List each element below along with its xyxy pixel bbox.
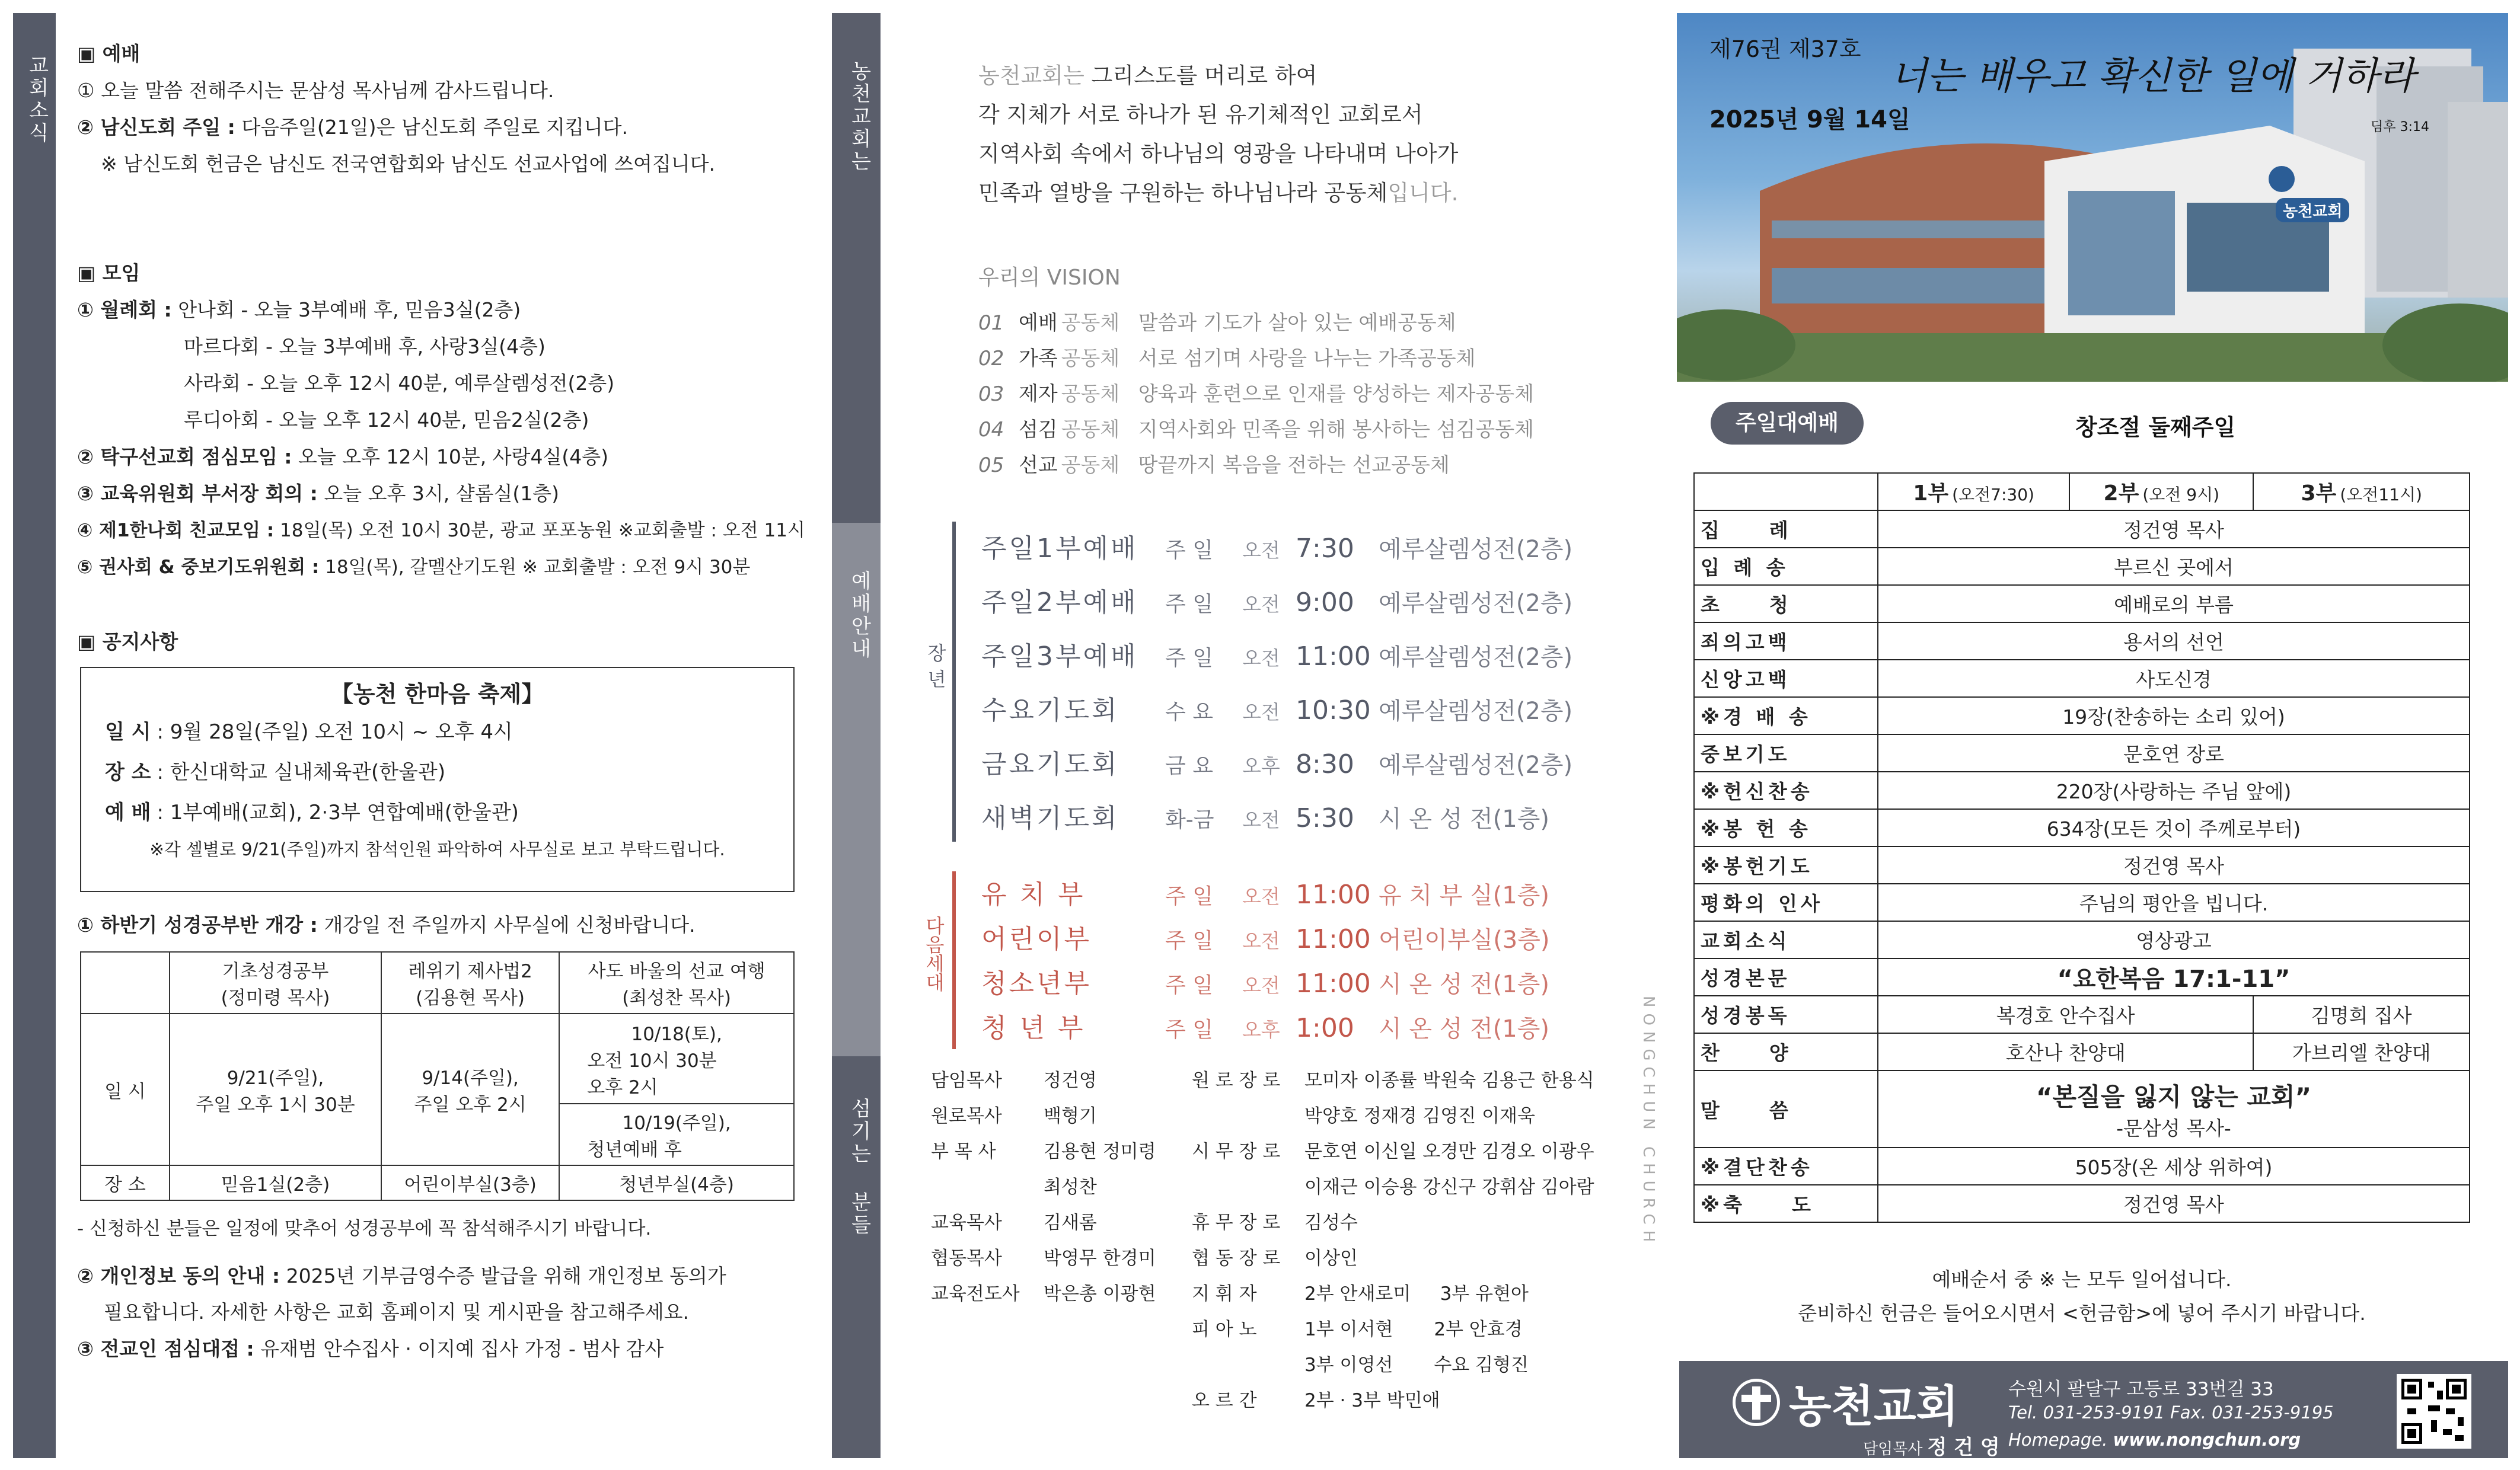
staff-row	[931, 1098, 1156, 1134]
schedule-name: 청소년부	[981, 969, 1092, 999]
vision-name: 가족	[1019, 347, 1058, 370]
worship-line-3: ※ 남신도회 헌금은 남신도 전국연합회와 남신도 선교사업에 쓰여집니다.	[101, 152, 716, 175]
vision-number: 02	[978, 347, 1004, 370]
worship-order-table	[1693, 472, 2470, 1223]
order-note-2: 준비하신 헌금은 들어오시면서 <헌금함>에 넣어 주시기 바랍니다.	[1798, 1302, 2366, 1325]
schedule-place: 어린이부실(3층)	[1379, 926, 1550, 954]
study-place-2: 어린이부실(3층)	[381, 1165, 559, 1200]
order-label: 성경본문	[1694, 958, 1878, 996]
footer-tel: Tel. 031-253-9191 Fax. 031-253-9195	[2008, 1402, 2334, 1423]
study-row-date-label: 일 시	[81, 1014, 170, 1165]
vision-name: 제자	[1019, 382, 1058, 406]
order-row	[1694, 846, 2470, 884]
order-row	[1694, 585, 2470, 622]
order-value: 정건영 목사	[1878, 1185, 2470, 1222]
order-label: 신앙고백	[1694, 660, 1878, 697]
staff-names: 박은총 이광현	[1044, 1283, 1156, 1305]
intro-line-2: 각 지체가 서로 하나가 된 유기체적인 교회로서	[978, 102, 1423, 127]
strip-label-worship: 예배안내	[847, 570, 871, 660]
vision-name: 예배	[1019, 311, 1058, 335]
intro-line-1: 농천교회는 그리스도를 머리로 하여	[978, 63, 1318, 88]
vision-suffix: 공동체	[1061, 311, 1120, 335]
schedule-ampm: 오전	[1242, 647, 1280, 670]
order-value: 634장(모든 것이 주께로부터)	[1878, 809, 2470, 846]
order-label: 교회소식	[1694, 921, 1878, 958]
staff-row	[1192, 1312, 1594, 1347]
vision-number: 03	[978, 382, 1004, 406]
festival-note: ※각 셀별로 9/21(주일)까지 참석인원 파악하여 사무실로 보고 부탁드립니다.	[149, 839, 725, 859]
schedule-ampm: 오후	[1242, 755, 1280, 778]
festival-place: 장 소 : 한신대학교 실내체육관(한울관)	[105, 760, 446, 784]
order-row-sermon	[1694, 1070, 2470, 1148]
meeting-line-7: ④ 제1한나회 친교모임 : 18일(목) 오전 10시 30분, 광교 포포농원 ※교회출발 : 오전 11시	[77, 520, 805, 541]
vision-item	[978, 376, 1534, 412]
nextgen-row	[981, 1007, 1550, 1052]
staff-names: 이상인	[1304, 1248, 1358, 1269]
staff-left	[931, 1063, 1156, 1312]
order-corner	[1694, 473, 1878, 510]
schedule-day: 주 일	[1165, 973, 1213, 998]
schedule-name: 새벽기도회	[981, 803, 1119, 833]
order-header-row	[1694, 473, 2470, 510]
order-col-time: (오전7:30)	[1952, 485, 2034, 504]
staff-role: 교육목사	[931, 1212, 1002, 1233]
vision-name: 선교	[1019, 453, 1058, 477]
staff-row	[1192, 1169, 1594, 1205]
nextgen-row	[981, 963, 1550, 1007]
staff-row	[1192, 1134, 1594, 1169]
schedule-time: 11:00	[1296, 641, 1371, 672]
staff-role: 시 무 장 로	[1192, 1141, 1281, 1162]
study-table	[80, 951, 795, 1201]
schedule-name: 주일1부예배	[981, 533, 1138, 564]
order-row	[1694, 510, 2470, 548]
order-row	[1694, 1148, 2470, 1185]
order-value: 사도신경	[1878, 660, 2470, 697]
sermon-title: “본질을 잃지 않는 교회”	[2036, 1082, 2312, 1111]
order-value: 문호연 장로	[1878, 734, 2470, 772]
schedule-ampm: 오전	[1242, 974, 1280, 997]
schedule-ampm: 오전	[1242, 929, 1280, 953]
study-col-1: 기초성경공부 (정미령 목사)	[170, 952, 381, 1014]
schedule-time: 11:00	[1296, 880, 1371, 910]
staff-role: 협 동 장 로	[1192, 1248, 1281, 1269]
order-col-time: (오전 9시)	[2142, 485, 2220, 504]
meeting-line-6: ③ 교육위원회 부서장 회의 : 오늘 오후 3시, 샬롬실(1층)	[77, 482, 559, 505]
order-row	[1694, 772, 2470, 809]
order-row	[1694, 921, 2470, 958]
staff-names: 문호연 이신일 오경만 김경오 이광우	[1304, 1141, 1594, 1162]
order-col-2	[2069, 473, 2253, 510]
festival-date: 일 시 : 9월 28일(주일) 오전 10시 ~ 오후 4시	[105, 720, 513, 744]
schedule-name: 어린이부	[981, 924, 1092, 954]
study-place-1: 믿음1실(2층)	[170, 1165, 381, 1200]
staff-names: 2부 · 3부 박민애	[1304, 1390, 1440, 1411]
schedule-place: 예루살렘성전(2층)	[1379, 698, 1573, 725]
schedule-ampm: 오전	[1242, 808, 1280, 832]
footer-address: 수원시 팔달구 고등로 33번길 33	[2008, 1379, 2274, 1400]
study-after-note: - 신청하신 분들은 일정에 맞추어 성경공부에 꼭 참석해주시기 바랍니다.	[77, 1218, 652, 1239]
staff-row	[1192, 1347, 1594, 1383]
study-date-3b: 10/19(주일), 청년예배 후	[559, 1104, 794, 1165]
vision-list	[978, 305, 1534, 483]
worship-section	[77, 36, 806, 183]
nextgen-row	[981, 874, 1550, 918]
order-row-readers	[1694, 996, 2470, 1033]
service-list	[981, 523, 1572, 846]
staff-names: 박영무 한경미	[1044, 1248, 1156, 1269]
notice-heading: ▣ 공지사항	[77, 630, 178, 653]
order-label: 말 씀	[1694, 1070, 1878, 1148]
service-row	[981, 792, 1572, 846]
order-row	[1694, 697, 2470, 734]
schedule-day: 주 일	[1165, 646, 1213, 670]
staff-role: 원로목사	[931, 1105, 1002, 1127]
order-label: 입 례 송	[1694, 548, 1878, 585]
vision-desc: 지역사회와 민족을 위해 봉사하는 섬김공동체	[1138, 418, 1534, 442]
schedule-day: 금 요	[1165, 754, 1213, 778]
meeting-line-5: ② 탁구선교회 점심모임 : 오늘 오후 12시 10분, 사랑4실(4층)	[77, 445, 608, 468]
festival-title: 【농천 한마음 축제】	[330, 681, 544, 707]
order-row	[1694, 548, 2470, 585]
privacy-notice-2: 필요합니다. 자세한 사항은 교회 홈페이지 및 게시판을 참고해주세요.	[104, 1300, 689, 1324]
schedule-name: 주일2부예배	[981, 587, 1138, 618]
strip-label-intro: 농천교회는	[847, 60, 871, 173]
staff-names: 3부 이영선 수요 김형진	[1304, 1354, 1529, 1376]
qr-code-icon[interactable]	[2397, 1374, 2471, 1449]
order-label: 집 례	[1694, 510, 1878, 548]
staff-names: 정건영	[1044, 1070, 1097, 1091]
order-col-time: (오전11시)	[2340, 485, 2422, 504]
order-value: 호산나 찬양대	[1878, 1033, 2253, 1070]
adult-bar	[952, 522, 956, 842]
study-row-place-label: 장 소	[81, 1165, 170, 1200]
building-sign: 농천교회	[2276, 198, 2349, 222]
vision-suffix: 공동체	[1061, 382, 1120, 406]
vision-item	[978, 341, 1534, 376]
study-notice: ① 하반기 성경공부반 개강 : 개강일 전 주일까지 사무실에 신청바랍니다.	[77, 913, 696, 937]
staff-role: 부 목 사	[931, 1141, 996, 1162]
schedule-ampm: 오전	[1242, 539, 1280, 562]
service-row	[981, 631, 1572, 685]
footer-homepage[interactable]: Homepage. www.nongchun.org	[2008, 1430, 2301, 1450]
service-pill: 주일대예배	[1711, 402, 1864, 445]
nongchun-watermark: NONGCHUN CHURCH	[1639, 996, 1657, 1248]
staff-names: 김용현 정미령	[1044, 1141, 1156, 1162]
vision-suffix: 공동체	[1061, 453, 1120, 477]
order-label: 초 청	[1694, 585, 1878, 622]
order-row	[1694, 660, 2470, 697]
order-value: 220장(사랑하는 주님 앞에)	[1878, 772, 2470, 809]
schedule-time: 11:00	[1296, 924, 1371, 954]
staff-row	[931, 1205, 1156, 1241]
staff-names: 최성찬	[1044, 1177, 1097, 1198]
meeting-line-3: 사라회 - 오늘 오후 12시 40분, 예루살렘성전(2층)	[184, 372, 615, 395]
order-note-1: 예배순서 중 ※ 는 모두 일어섭니다.	[1932, 1268, 2232, 1291]
festival-worship: 예 배 : 1부예배(교회), 2·3부 연합예배(한울관)	[105, 801, 519, 825]
cover-photo	[1677, 13, 2508, 382]
meeting-line-4: 루디아회 - 오늘 오후 12시 40분, 믿음2실(2층)	[184, 408, 589, 432]
schedule-ampm: 오전	[1242, 885, 1280, 908]
staff-role: 협동목사	[931, 1248, 1002, 1269]
schedule-name: 수요기도회	[981, 695, 1119, 726]
schedule-day: 주 일	[1165, 884, 1213, 909]
vision-desc: 말씀과 기도가 살아 있는 예배공동체	[1138, 311, 1456, 335]
study-date-3a: 10/18(토), 오전 10시 30분 오후 2시	[559, 1014, 794, 1104]
order-row-choir	[1694, 1033, 2470, 1070]
meeting-section	[77, 255, 812, 586]
order-label: ※봉헌기도	[1694, 846, 1878, 884]
cover-motto-ref: 딤후 3:14	[2371, 120, 2429, 135]
service-row	[981, 577, 1572, 631]
order-label: ※봉 헌 송	[1694, 809, 1878, 846]
left-side-strip	[13, 13, 56, 1458]
order-value: 복경호 안수집사	[1878, 996, 2253, 1033]
schedule-time: 9:00	[1296, 587, 1354, 618]
vision-number: 05	[978, 453, 1004, 477]
staff-names: 김새롬	[1044, 1212, 1097, 1233]
order-label: 찬 양	[1694, 1033, 1878, 1070]
order-row	[1694, 884, 2470, 921]
staff-role: 교육전도사	[931, 1283, 1020, 1305]
order-col-3	[2253, 473, 2470, 510]
staff-role: 지 휘 자	[1192, 1283, 1257, 1305]
vision-suffix: 공동체	[1061, 418, 1120, 442]
schedule-day: 주 일	[1165, 538, 1213, 563]
vision-number: 04	[978, 418, 1004, 442]
footer-church-name: 농천교회	[1789, 1381, 1958, 1432]
order-label: ※헌신찬송	[1694, 772, 1878, 809]
service-row	[981, 685, 1572, 739]
nextgen-label: 다음세대	[923, 916, 945, 992]
schedule-day: 화-금	[1165, 808, 1214, 832]
service-week: 창조절 둘째주일	[2075, 414, 2236, 440]
staff-row	[931, 1241, 1156, 1276]
vision-heading: 우리의 VISION	[978, 266, 1121, 290]
nextgen-row	[981, 918, 1550, 963]
study-col-3: 사도 바울의 선교 여행 (최성찬 목사)	[559, 952, 794, 1014]
staff-row	[931, 1134, 1156, 1169]
staff-names: 1부 이서현 2부 안효경	[1304, 1319, 1523, 1340]
staff-role: 피 아 노	[1192, 1319, 1257, 1340]
staff-names: 이재근 이승용 강신구 강휘삼 김아람	[1304, 1177, 1594, 1198]
staff-right	[1192, 1063, 1594, 1418]
schedule-place: 시 온 성 전(1층)	[1379, 806, 1550, 833]
worship-line-2: ② 남신도회 주일 : 다음주일(21일)은 남신도회 주일로 지킵니다.	[77, 116, 628, 139]
order-label: 중보기도	[1694, 734, 1878, 772]
schedule-name: 주일3부예배	[981, 641, 1138, 672]
staff-role: 담임목사	[931, 1070, 1002, 1091]
schedule-time: 10:30	[1296, 695, 1371, 726]
staff-role: 오 르 간	[1192, 1390, 1257, 1411]
intro-line-4: 민족과 열방을 구원하는 하나님나라 공동체입니다.	[978, 180, 1459, 206]
nextgen-bar	[952, 871, 956, 1049]
order-label: 죄의고백	[1694, 622, 1878, 660]
schedule-name: 금요기도회	[981, 749, 1119, 779]
sermon-preacher: -문삼성 목사-	[2116, 1116, 2231, 1140]
order-value: 예배로의 부름	[1878, 585, 2470, 622]
vision-desc: 땅끝까지 복음을 전하는 선교공동체	[1138, 453, 1450, 477]
schedule-place: 예루살렘성전(2층)	[1379, 752, 1573, 779]
schedule-time: 7:30	[1296, 533, 1354, 564]
staff-row	[1192, 1205, 1594, 1241]
staff-names: 백형기	[1044, 1105, 1097, 1127]
study-place-3: 청년부실(4층)	[559, 1165, 794, 1200]
church-logo-icon	[1733, 1379, 1780, 1426]
order-value: 505장(온 세상 위하여)	[1878, 1148, 2470, 1185]
service-row	[981, 739, 1572, 792]
cover-motto: 너는 배우고 확신한 일에 거하라	[1890, 55, 2416, 98]
schedule-time: 1:00	[1296, 1013, 1354, 1043]
study-date-2: 9/14(주일), 주일 오후 2시	[381, 1014, 559, 1165]
nextgen-list	[981, 874, 1550, 1052]
staff-row	[1192, 1098, 1594, 1134]
staff-role: 원 로 장 로	[1192, 1070, 1281, 1091]
schedule-ampm: 오전	[1242, 593, 1280, 616]
schedule-day: 주 일	[1165, 592, 1213, 616]
order-row	[1694, 1185, 2470, 1222]
intro-line-3: 지역사회 속에서 하나님의 영광을 나타내며 나아가	[978, 141, 1459, 167]
order-col-1	[1878, 473, 2069, 510]
schedule-name: 유 치 부	[981, 880, 1086, 910]
church-intro	[978, 56, 1458, 213]
staff-names: 김성수	[1304, 1212, 1358, 1233]
order-row	[1694, 958, 2470, 996]
footer-band	[1679, 1361, 2508, 1458]
order-row	[1694, 622, 2470, 660]
order-value: 김명희 집사	[2253, 996, 2470, 1033]
schedule-place: 예루살렘성전(2층)	[1379, 536, 1573, 563]
vision-item	[978, 305, 1534, 341]
study-col-2: 레위기 제사법2 (김용현 목사)	[381, 952, 559, 1014]
meeting-line-8: ⑤ 권사회 & 중보기도위원회 : 18일(목), 갈멜산기도원 ※ 교회출발 : 오전 9시 30분	[77, 557, 751, 578]
order-label: ※경 배 송	[1694, 697, 1878, 734]
order-value: 가브리엘 찬양대	[2253, 1033, 2470, 1070]
schedule-ampm: 오전	[1242, 701, 1280, 724]
meeting-heading: ▣ 모임	[77, 261, 141, 285]
vision-item	[978, 412, 1534, 448]
schedule-time: 5:30	[1296, 803, 1354, 833]
order-value: 부르신 곳에서	[1878, 548, 2470, 585]
vision-suffix: 공동체	[1061, 347, 1120, 370]
service-row	[981, 523, 1572, 577]
order-value: 영상광고	[1878, 921, 2470, 958]
order-value: “요한복음 17:1-11”	[1878, 958, 2470, 996]
schedule-time: 11:00	[1296, 969, 1371, 999]
schedule-place: 시 온 성 전(1층)	[1379, 971, 1550, 998]
schedule-time: 8:30	[1296, 749, 1354, 779]
adult-label: 장년	[924, 643, 947, 695]
order-value: 정건영 목사	[1878, 510, 2470, 548]
order-col-name: 1부	[1913, 481, 1949, 506]
study-date-1: 9/21(주일), 주일 오후 1시 30분	[170, 1014, 381, 1165]
middle-side-strip	[832, 13, 881, 1458]
order-row	[1694, 809, 2470, 846]
schedule-name: 청 년 부	[981, 1013, 1086, 1043]
schedule-place: 예루살렘성전(2층)	[1379, 590, 1573, 617]
order-label: 평화의 인사	[1694, 884, 1878, 921]
worship-line-1: ① 오늘 말씀 전해주시는 문삼성 목사님께 감사드립니다.	[77, 79, 554, 102]
staff-row	[931, 1276, 1156, 1312]
study-corner	[81, 952, 170, 1014]
schedule-place: 유 치 부 실(1층)	[1379, 882, 1550, 909]
left-strip-label: 교회소식	[25, 55, 49, 145]
order-col-name: 2부	[2103, 481, 2139, 506]
staff-row	[1192, 1383, 1594, 1418]
staff-names: 박양호 정재경 김영진 이재욱	[1304, 1105, 1535, 1127]
vision-desc: 양육과 훈련으로 인재를 양성하는 제자공동체	[1138, 382, 1534, 406]
schedule-day: 주 일	[1165, 1018, 1213, 1042]
order-value: 주님의 평안을 빕니다.	[1878, 884, 2470, 921]
vision-number: 01	[978, 311, 1004, 335]
order-value	[1878, 1070, 2470, 1148]
staff-row	[1192, 1063, 1594, 1098]
privacy-notice: ② 개인정보 동의 안내 : 2025년 기부금영수증 발급을 위해 개인정보 동의가	[77, 1264, 726, 1287]
staff-names: 2부 안새로미 3부 유현아	[1304, 1283, 1529, 1305]
schedule-ampm: 오후	[1242, 1018, 1280, 1041]
order-label: ※축 도	[1694, 1185, 1878, 1222]
schedule-place: 예루살렘성전(2층)	[1379, 644, 1573, 671]
lunch-notice: ③ 전교인 점심대접 : 유재범 안수집사 · 이지예 집사 가정 - 범사 감사	[77, 1337, 664, 1360]
order-value: 용서의 선언	[1878, 622, 2470, 660]
schedule-place: 시 온 성 전(1층)	[1379, 1015, 1550, 1043]
staff-row	[1192, 1241, 1594, 1276]
order-label: 성경봉독	[1694, 996, 1878, 1033]
vision-desc: 서로 섬기며 사랑을 나누는 가족공동체	[1138, 347, 1476, 370]
order-label: ※결단찬송	[1694, 1148, 1878, 1185]
order-value: 19장(찬송하는 소리 있어)	[1878, 697, 2470, 734]
staff-row	[931, 1169, 1156, 1205]
order-value: 정건영 목사	[1878, 846, 2470, 884]
schedule-day: 주 일	[1165, 929, 1213, 953]
staff-row	[1192, 1276, 1594, 1312]
staff-row	[931, 1063, 1156, 1098]
order-row	[1694, 734, 2470, 772]
staff-names: 모미자 이종률 박원숙 김용근 한용식	[1304, 1070, 1594, 1091]
order-col-name: 3부	[2301, 481, 2337, 506]
vision-name: 섬김	[1019, 418, 1058, 442]
issue-number: 제76권 제37호	[1709, 36, 1861, 62]
strip-label-staff: 섬기는 분들	[847, 1098, 871, 1236]
meeting-line-1: ① 월례회 : 안나회 - 오늘 3부예배 후, 믿음3실(2층)	[77, 298, 521, 321]
staff-role: 휴 무 장 로	[1192, 1212, 1281, 1233]
festival-box	[80, 667, 795, 892]
vision-item	[978, 448, 1534, 483]
meeting-line-2: 마르다회 - 오늘 3부예배 후, 사랑3실(4층)	[184, 335, 546, 358]
bulletin-date: 2025년 9월 14일	[1709, 106, 1910, 133]
schedule-day: 수 요	[1165, 700, 1213, 724]
worship-heading: ▣ 예배	[77, 42, 141, 65]
footer-pastor: 담임목사 정 건 영	[1863, 1436, 2000, 1459]
